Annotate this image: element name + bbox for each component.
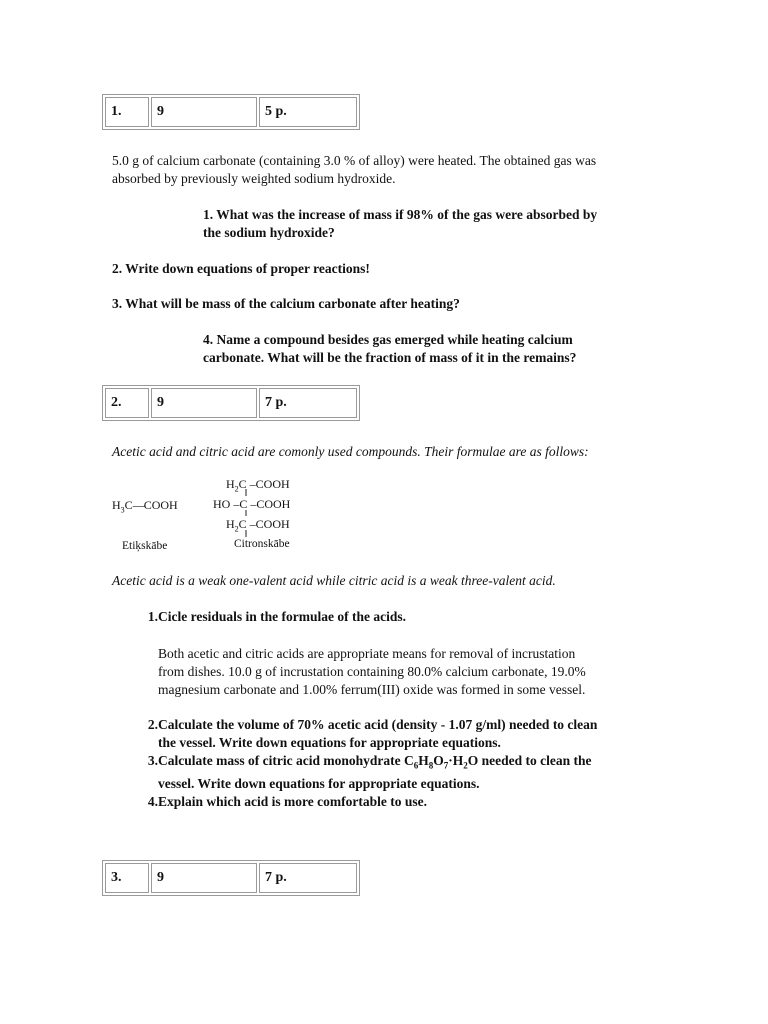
question-line: Calculate mass of citric acid monohydrate $C_6H_8O_7\cdot H_2O$ needed to clean the	[158, 753, 592, 771]
task-2-question-1	[112, 608, 406, 626]
task-2-question-3	[112, 752, 597, 793]
question-text	[158, 716, 597, 752]
citric-acid-label: Citronskābe	[234, 538, 290, 550]
question-line: carbonate. What will be the fraction of mass of it in the remains?	[203, 350, 577, 365]
task-number: 3.	[105, 863, 149, 893]
task-3-header-table	[102, 860, 360, 896]
task-2-question-4	[112, 793, 597, 811]
acetic-acid-label: Etiķskābe	[122, 540, 168, 552]
task-1-intro-line: absorbed by previously weighted sodium hydroxide.	[112, 171, 396, 186]
task-2-questions	[112, 716, 597, 811]
task-2-intro: Acetic acid and citric acid are comonly used compounds. Their formulae are as follows:	[112, 444, 589, 459]
task-1-intro-line: 5.0 g of calcium carbonate (containing 3.0 % of alloy) were heated. The obtained gas was	[112, 153, 597, 168]
paragraph-line: Both acetic and citric acids are appropriate means for removal of incrustation	[158, 646, 576, 661]
task-grade: 9	[151, 863, 257, 893]
question-prefix: Calculate mass of citric acid monohydrate C	[158, 753, 414, 768]
list-number: 4.	[147, 793, 158, 809]
list-number: 2.	[147, 717, 158, 732]
task-points: 7 p.	[259, 388, 357, 418]
question-text: Explain which acid is more comfortable to use.	[158, 793, 427, 809]
citric-acid-formula-line-3: $H_2C$ –COOH	[226, 517, 290, 534]
task-number: 2.	[105, 388, 149, 418]
question-line: 4. Name a compound besides gas emerged while heating calcium	[203, 332, 573, 347]
task-points: 7 p.	[259, 863, 357, 893]
question-text: Cicle residuals in the formulae of the acids.	[158, 609, 406, 624]
citric-acid-formula-line-2: HO –C –COOH	[213, 497, 291, 511]
paragraph-line: magnesium carbonate and 1.00% ferrum(III) oxide was formed in some vessel.	[158, 682, 586, 697]
question-line: 1. What was the increase of mass if 98% of the gas were absorbed by	[203, 207, 598, 222]
task-number: 1.	[105, 97, 149, 127]
task-grade: 9	[151, 388, 257, 418]
task-points: 5 p.	[259, 97, 357, 127]
task-2-paragraph	[158, 645, 586, 699]
question-line: the sodium hydroxide?	[203, 225, 335, 240]
question-text	[158, 752, 592, 793]
question-line: vessel. Write down equations for appropriate equations.	[158, 775, 480, 791]
question-line: the vessel. Write down equations for appropriate equations.	[158, 735, 501, 750]
question-line: Calculate the volume of 70% acetic acid (density - 1.07 g/ml) needed to clean	[158, 717, 598, 732]
paragraph-line: from dishes. 10.0 g of incrustation containing 80.0% calcium carbonate, 19.0%	[158, 664, 586, 679]
task-2-weak-acids-line: Acetic acid is a weak one-valent acid while citric acid is a weak three-valent acid.	[112, 573, 556, 588]
task-2-question-2	[112, 716, 597, 752]
task-grade: 9	[151, 97, 257, 127]
list-number: 1.	[147, 609, 158, 624]
citric-acid-formula-line-1: $H_2C$ –COOH	[226, 477, 290, 494]
acetic-acid-formula: $H_3C—COOH$	[112, 498, 178, 515]
task-1-question-3: 3. What will be mass of the calcium carbonate after heating?	[112, 296, 460, 311]
list-number: 3.	[147, 753, 158, 768]
task-1-question-2: 2. Write down equations of proper reactions!	[112, 261, 370, 276]
